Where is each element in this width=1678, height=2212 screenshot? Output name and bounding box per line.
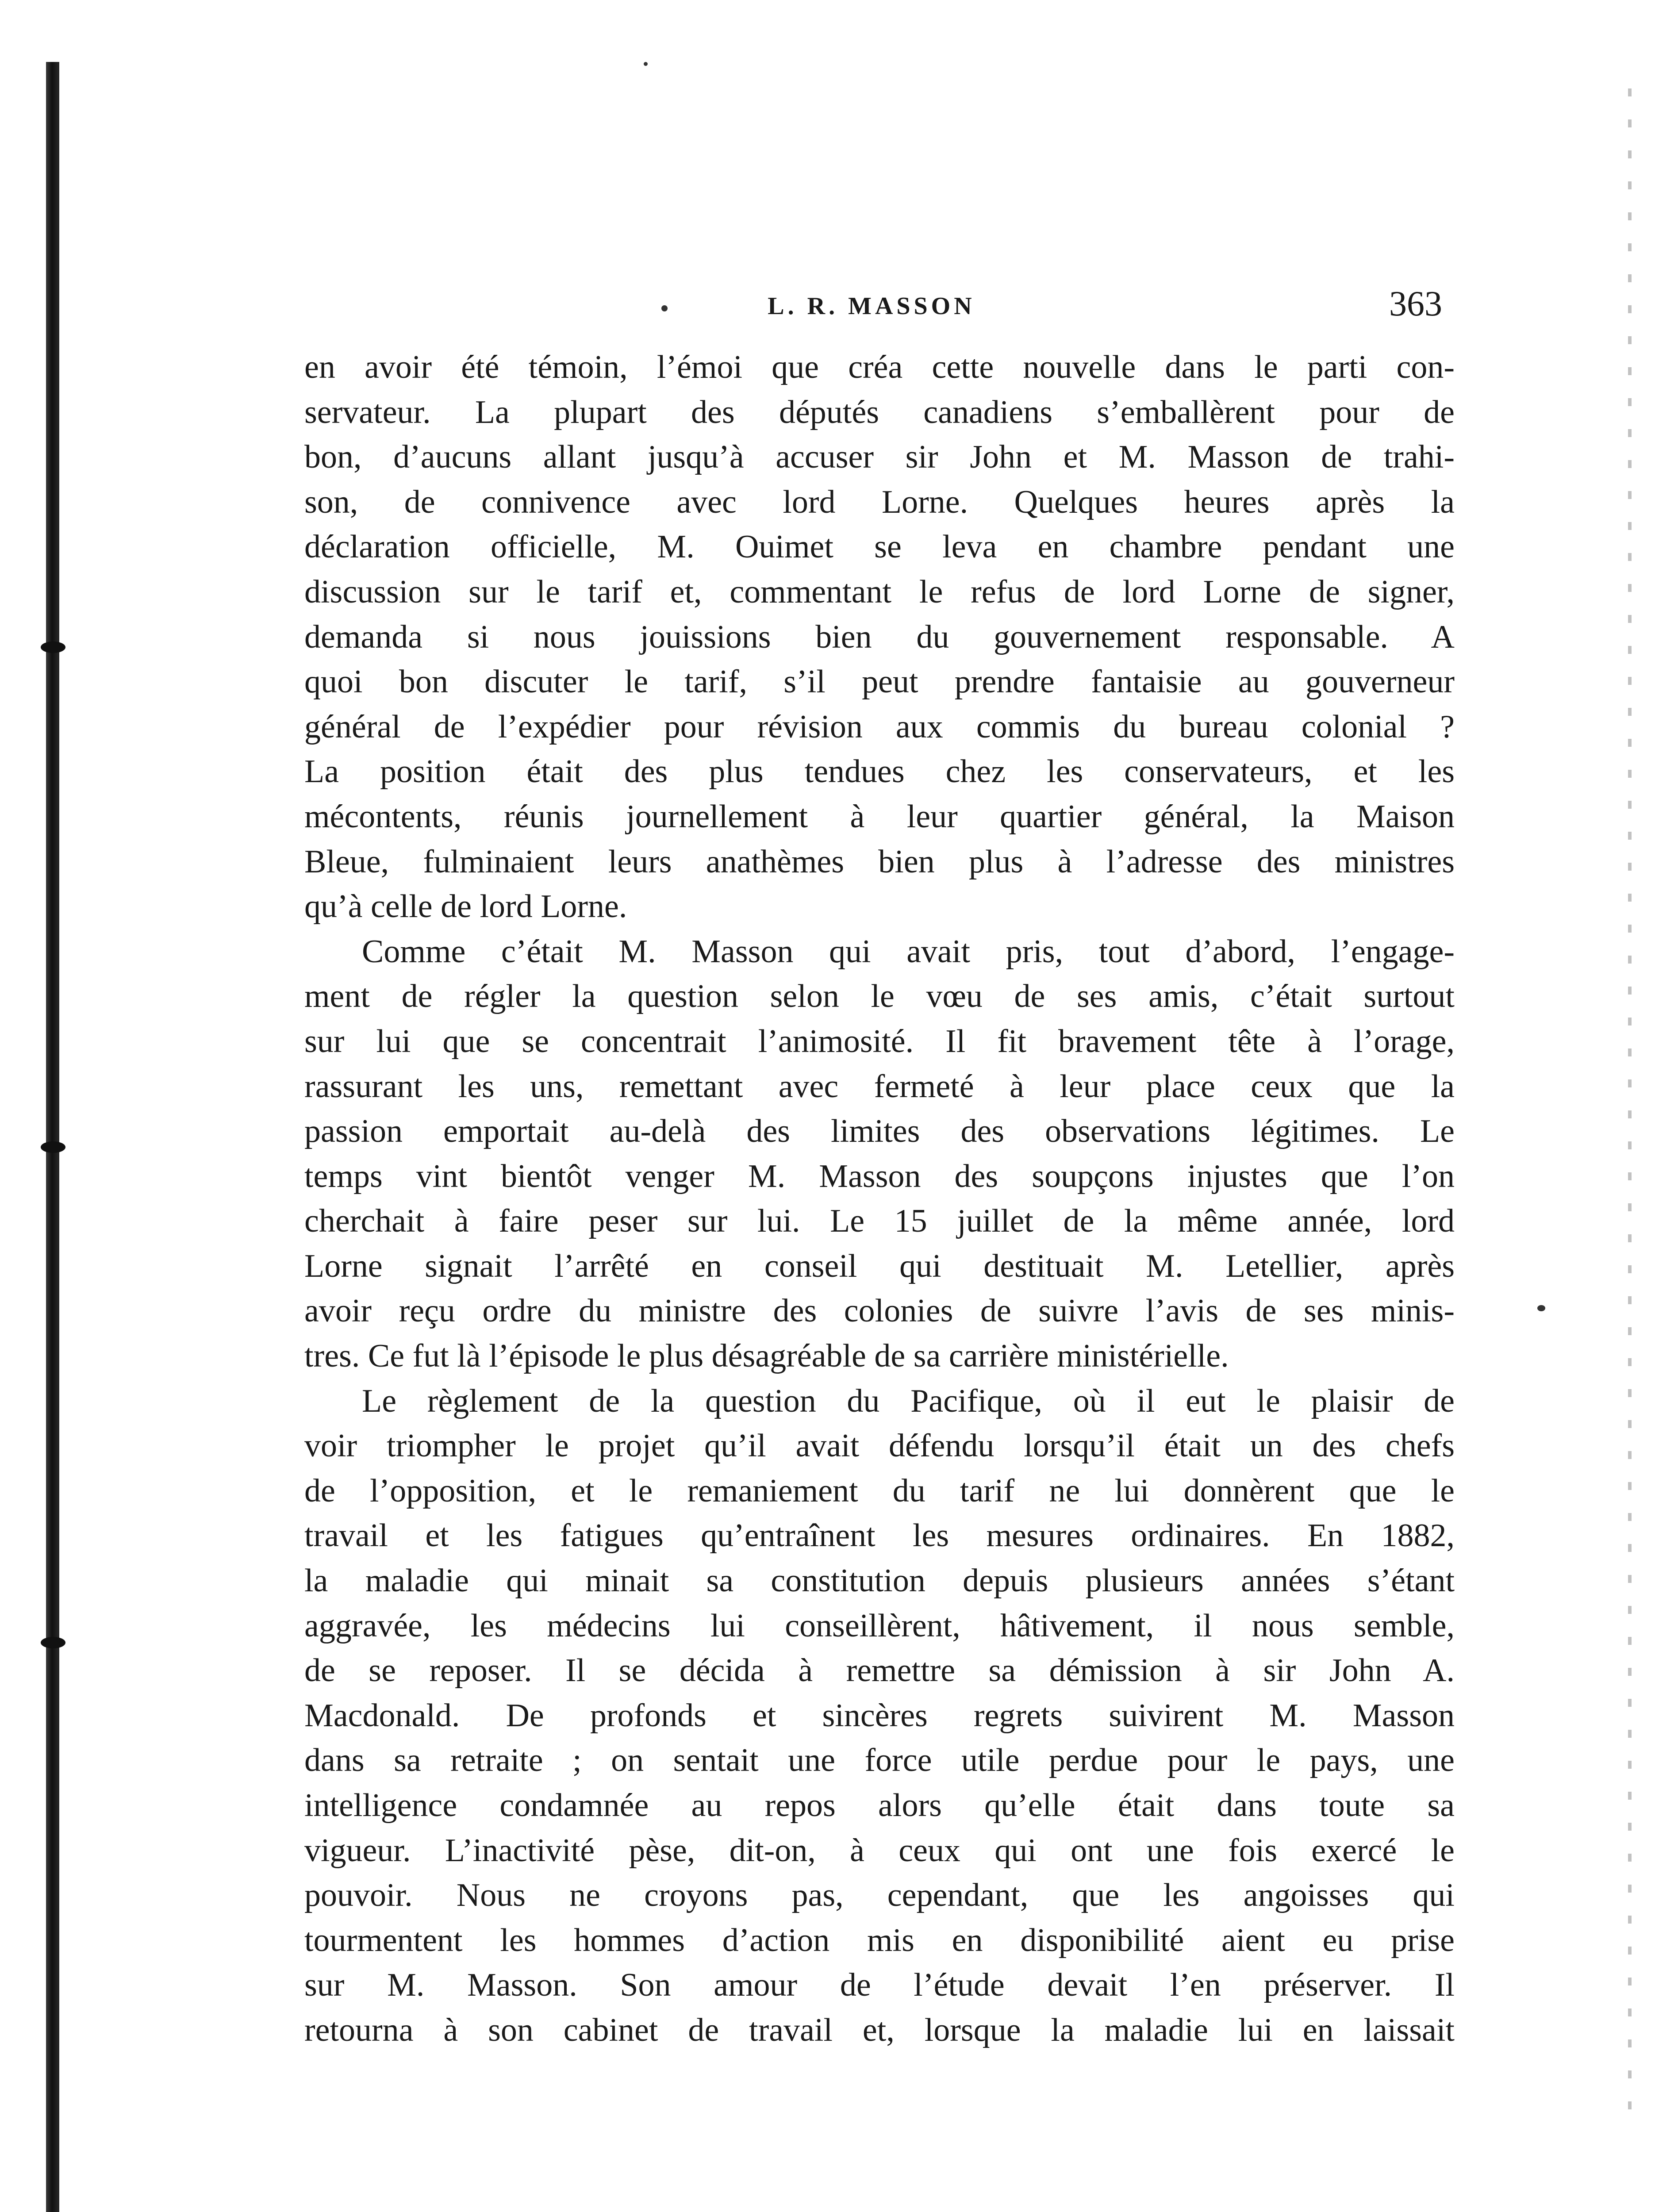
- text-line: intelligence condamnée au repos alors qu’elle était dans toute sa: [304, 1787, 1455, 1824]
- text-line: son, de connivence avec lord Lorne. Quelques heures après la: [304, 484, 1455, 520]
- text-line: qu’à celle de lord Lorne.: [304, 888, 627, 925]
- text-line: temps vint bientôt venger M. Masson des soupçons injustes que l’on: [304, 1158, 1455, 1194]
- text-line: de se reposer. Il se décida à remettre sa démission à sir John A.: [304, 1652, 1455, 1689]
- text-line: retourna à son cabinet de travail et, lorsque la maladie lui en laissait: [304, 2012, 1455, 2048]
- paragraph: [304, 345, 1455, 929]
- text-line: général de l’expédier pour révision aux commis du bureau colonial ?: [304, 708, 1455, 745]
- binding-stitch: [41, 1637, 65, 1648]
- text-line: de l’opposition, et le remaniement du tarif ne lui donnèrent que le: [304, 1472, 1455, 1509]
- page-right-edge: [1628, 88, 1632, 2124]
- running-head: [301, 283, 1442, 332]
- body-text: [304, 345, 1455, 2053]
- text-line: cherchait à faire peser sur lui. Le 15 juillet de la même année, lord: [304, 1203, 1455, 1240]
- text-line: voir triompher le projet qu’il avait défendu lorsqu’il était un des chefs: [304, 1428, 1455, 1464]
- text-line: tourmentent les hommes d’action mis en disponibilité aient eu prise: [304, 1922, 1455, 1959]
- text-line: aggravée, les médecins lui conseillèrent, hâtivement, il nous semble,: [304, 1607, 1455, 1644]
- text-line: tres. Ce fut là l’épisode le plus désagréable de sa carrière ministérielle.: [304, 1338, 1229, 1375]
- text-line: vigueur. L’inactivité pèse, dit-on, à ceux qui ont une fois exercé le: [304, 1832, 1455, 1869]
- text-line: quoi bon discuter le tarif, s’il peut prendre fantaisie au gouverneur: [304, 664, 1455, 700]
- text-line: déclaration officielle, M. Ouimet se leva en chambre pendant une: [304, 529, 1455, 565]
- text-line: demanda si nous jouissions bien du gouvernement responsable. A: [304, 618, 1455, 655]
- running-title: L. R. MASSON: [768, 292, 975, 320]
- binding-stitch: [41, 641, 65, 653]
- page-binding-edge: [46, 62, 59, 2212]
- text-line: dans sa retraite ; on sentait une force utile perdue pour le pays, une: [304, 1742, 1455, 1779]
- text-line: en avoir été témoin, l’émoi que créa cette nouvelle dans le parti con-: [304, 349, 1455, 385]
- text-line: Lorne signait l’arrêté en conseil qui destituait M. Letellier, après: [304, 1248, 1455, 1284]
- text-line: servateur. La plupart des députés canadiens s’emballèrent pour de: [304, 394, 1455, 430]
- text-line: rassurant les uns, remettant avec fermeté à leur place ceux que la: [304, 1068, 1455, 1105]
- text-line: Comme c’était M. Masson qui avait pris, tout d’abord, l’engage-: [362, 933, 1455, 970]
- text-line: mécontents, réunis journellement à leur quartier général, la Maison: [304, 798, 1455, 835]
- paragraph: [304, 1379, 1455, 2053]
- dust-speck: [644, 62, 648, 66]
- text-line: avoir reçu ordre du ministre des colonies de suivre l’avis de ses minis-: [304, 1293, 1455, 1329]
- binding-stitch: [41, 1141, 65, 1153]
- text-line: bon, d’aucuns allant jusqu’à accuser sir John et M. Masson de trahi-: [304, 439, 1455, 476]
- text-line: discussion sur le tarif et, commentant le refus de lord Lorne de signer,: [304, 573, 1455, 610]
- text-line: Le règlement de la question du Pacifique, où il eut le plaisir de: [362, 1382, 1455, 1419]
- text-line: Bleue, fulminaient leurs anathèmes bien plus à l’adresse des ministres: [304, 843, 1455, 880]
- text-line: travail et les fatigues qu’entraînent les mesures ordinaires. En 1882,: [304, 1517, 1455, 1554]
- text-line: passion emportait au-delà des limites des observations légitimes. Le: [304, 1113, 1455, 1150]
- text-line: sur lui que se concentrait l’animosité. Il fit bravement tête à l’orage,: [304, 1023, 1455, 1060]
- text-line: sur M. Masson. Son amour de l’étude devait l’en préserver. Il: [304, 1967, 1455, 2004]
- text-line: la maladie qui minait sa constitution depuis plusieurs années s’étant: [304, 1563, 1455, 1599]
- dust-speck: [1537, 1305, 1545, 1311]
- text-line: La position était des plus tendues chez les conservateurs, et les: [304, 753, 1455, 790]
- paragraph: [304, 929, 1455, 1379]
- text-line: ment de régler la question selon le vœu de ses amis, c’était surtout: [304, 978, 1455, 1015]
- page-number: 363: [1389, 284, 1442, 323]
- text-line: pouvoir. Nous ne croyons pas, cependant, que les angoisses qui: [304, 1877, 1455, 1914]
- text-line: Macdonald. De profonds et sincères regrets suivirent M. Masson: [304, 1697, 1455, 1734]
